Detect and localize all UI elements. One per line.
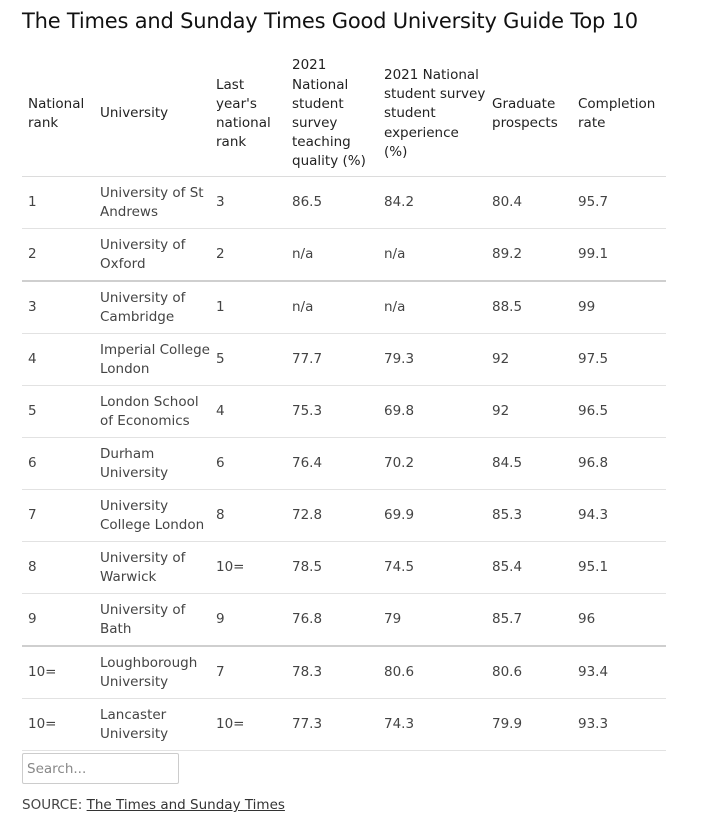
table-cell: 92 — [486, 334, 572, 386]
table-cell: 77.3 — [286, 699, 378, 751]
column-header[interactable]: Last year's national rank — [210, 52, 286, 177]
table-cell: 93.3 — [572, 699, 666, 751]
source-label: SOURCE: — [22, 797, 83, 813]
table-cell: Imperial College London — [94, 334, 210, 386]
table-cell: 75.3 — [286, 386, 378, 438]
table-cell: University of St Andrews — [94, 177, 210, 229]
table-cell: 8 — [22, 542, 94, 594]
table-cell: 7 — [22, 490, 94, 542]
table-cell: 80.4 — [486, 177, 572, 229]
table-cell: 9 — [22, 594, 94, 647]
table-cell: 95.7 — [572, 177, 666, 229]
table-cell: Durham University — [94, 438, 210, 490]
table-cell: n/a — [286, 229, 378, 282]
table-cell: 4 — [210, 386, 286, 438]
table-cell: 6 — [22, 438, 94, 490]
table-row — [22, 334, 666, 386]
table-cell: 72.8 — [286, 490, 378, 542]
table-cell: 10= — [22, 699, 94, 751]
table-cell: 8 — [210, 490, 286, 542]
column-header[interactable]: National rank — [22, 52, 94, 177]
table-cell: 97.5 — [572, 334, 666, 386]
table-cell: 2 — [210, 229, 286, 282]
table-cell: University of Warwick — [94, 542, 210, 594]
table-cell: 85.4 — [486, 542, 572, 594]
column-header[interactable]: Graduate prospects — [486, 52, 572, 177]
table-cell: 69.8 — [378, 386, 486, 438]
table-cell: University of Cambridge — [94, 281, 210, 334]
table-cell: 84.2 — [378, 177, 486, 229]
table-cell: 84.5 — [486, 438, 572, 490]
table-cell: 5 — [22, 386, 94, 438]
table-cell: n/a — [378, 229, 486, 282]
table-cell: 76.4 — [286, 438, 378, 490]
table-cell: 7 — [210, 646, 286, 699]
table-row — [22, 281, 666, 334]
table-cell: 79.9 — [486, 699, 572, 751]
table-header-row — [22, 52, 666, 177]
table-cell: 96.5 — [572, 386, 666, 438]
column-header[interactable]: 2021 National student survey teaching quality (%) — [286, 52, 378, 177]
table-cell: 79.3 — [378, 334, 486, 386]
table-cell: 69.9 — [378, 490, 486, 542]
table-cell: n/a — [378, 281, 486, 334]
table-cell: 92 — [486, 386, 572, 438]
table-row — [22, 594, 666, 647]
search-input[interactable] — [22, 753, 179, 784]
table-cell: 74.3 — [378, 699, 486, 751]
table-cell: 2 — [22, 229, 94, 282]
table-cell: Lancaster University — [94, 699, 210, 751]
table-cell: 3 — [22, 281, 94, 334]
table-cell: Loughborough University — [94, 646, 210, 699]
table-cell: 77.7 — [286, 334, 378, 386]
table-cell: 6 — [210, 438, 286, 490]
rankings-table — [22, 52, 666, 751]
source-link[interactable]: The Times and Sunday Times — [86, 797, 285, 813]
table-cell: 70.2 — [378, 438, 486, 490]
table-cell: University of Oxford — [94, 229, 210, 282]
table-cell: 4 — [22, 334, 94, 386]
table-row — [22, 542, 666, 594]
table-cell: 94.3 — [572, 490, 666, 542]
page-title: The Times and Sunday Times Good University Guide Top 10 — [22, 9, 638, 33]
table-row — [22, 646, 666, 699]
table-cell: 99.1 — [572, 229, 666, 282]
column-header[interactable]: University — [94, 52, 210, 177]
table-cell: 99 — [572, 281, 666, 334]
table-cell: 1 — [210, 281, 286, 334]
table-row — [22, 438, 666, 490]
table-cell: 80.6 — [378, 646, 486, 699]
table-cell: 93.4 — [572, 646, 666, 699]
table-cell: 95.1 — [572, 542, 666, 594]
table-cell: 5 — [210, 334, 286, 386]
table-cell: n/a — [286, 281, 378, 334]
table-cell: 85.7 — [486, 594, 572, 647]
table-cell: 1 — [22, 177, 94, 229]
column-header[interactable]: 2021 National student survey student experience (%) — [378, 52, 486, 177]
table-row — [22, 177, 666, 229]
table-cell: 76.8 — [286, 594, 378, 647]
table-cell: 79 — [378, 594, 486, 647]
table-cell: 85.3 — [486, 490, 572, 542]
table-cell: London School of Economics — [94, 386, 210, 438]
table-cell: University College London — [94, 490, 210, 542]
table-cell: 86.5 — [286, 177, 378, 229]
table-cell: 78.3 — [286, 646, 378, 699]
table-row — [22, 490, 666, 542]
column-header[interactable]: Completion rate — [572, 52, 666, 177]
table-cell: 10= — [210, 699, 286, 751]
table-row — [22, 699, 666, 751]
table-cell: 74.5 — [378, 542, 486, 594]
table-cell: 9 — [210, 594, 286, 647]
table-cell: University of Bath — [94, 594, 210, 647]
source-line — [22, 797, 285, 813]
table-cell: 89.2 — [486, 229, 572, 282]
table-cell: 96.8 — [572, 438, 666, 490]
table-cell: 80.6 — [486, 646, 572, 699]
table-cell: 10= — [210, 542, 286, 594]
table-cell: 78.5 — [286, 542, 378, 594]
table-cell: 88.5 — [486, 281, 572, 334]
table-row — [22, 229, 666, 282]
table-cell: 96 — [572, 594, 666, 647]
table-cell: 10= — [22, 646, 94, 699]
table-row — [22, 386, 666, 438]
table-cell: 3 — [210, 177, 286, 229]
